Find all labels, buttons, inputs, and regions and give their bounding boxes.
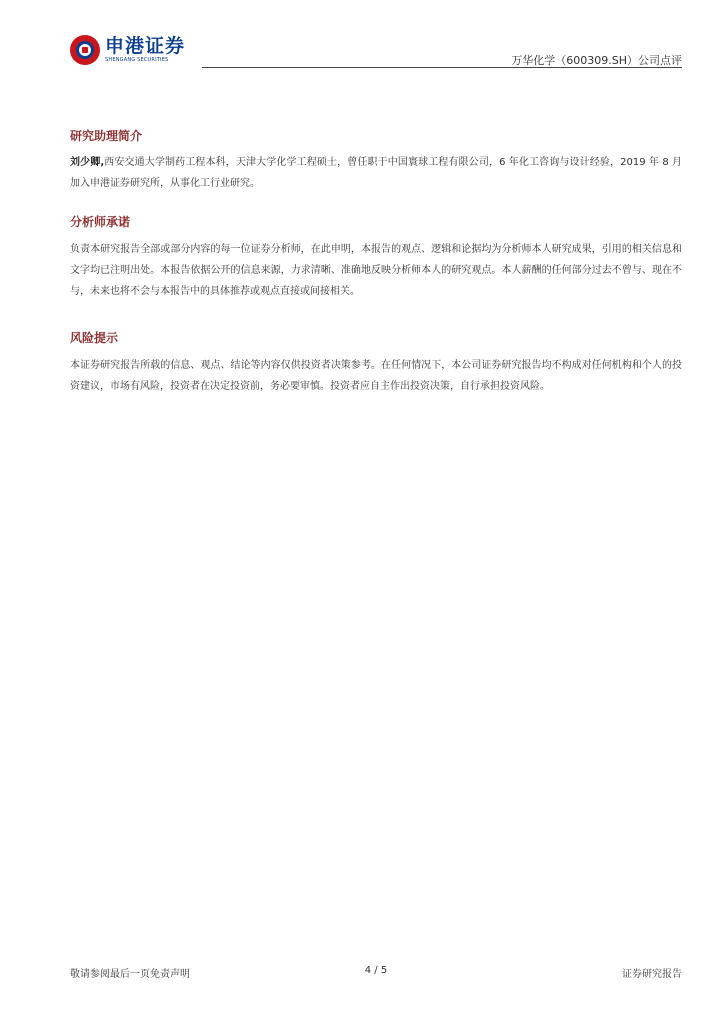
page-number: 4 / 5 — [364, 965, 388, 976]
logo-emblem-icon — [70, 35, 100, 65]
assistant-bio-text: 西安交通大学制药工程本科，天津大学化学工程硕士，曾任职于中国寰球工程有限公司，6 年化工咨询与设计经验，2019 年 8 月加入申港证券研究所，从事化工行业研究。 — [70, 157, 682, 189]
logo-english-name: SHENGANG SECURITIES — [105, 57, 169, 63]
pledge-section-title: 分析师承诺 — [70, 215, 131, 229]
footer-disclaimer-note: 敬请参阅最后一页免责声明 — [70, 969, 190, 980]
risk-text: 本证券研究报告所载的信息、观点、结论等内容仅供投资者决策参考。在任何情况下，本公司证券研究报告均不构成对任何机构和个人的投资建议，市场有风险，投资者在决定投资前，务必要审慎。投资者应自主作出投资决策，自行承担投资风险。 — [70, 360, 682, 392]
assistant-bio — [70, 152, 682, 194]
page-header — [70, 35, 682, 71]
header-divider — [202, 67, 682, 68]
assistant-name: 刘少卿, — [70, 157, 105, 168]
assistant-section-title: 研究助理简介 — [70, 129, 143, 143]
company-logo — [70, 35, 185, 65]
report-title: 万华化学（600309.SH）公司点评 — [511, 54, 682, 67]
risk-section-title: 风险提示 — [70, 331, 119, 345]
pledge-text: 负责本研究报告全部或部分内容的每一位证券分析师，在此申明，本报告的观点、逻辑和论据均为分析师本人研究成果，引用的相关信息和文字均已注明出处。本报告依据公开的信息来源，力求清晰、准确地反映分析师本人的研究观点。本人薪酬的任何部分过去不曾与、现在不与，未来也将不会与本报告中的具体推荐或观点直接或间接相关。 — [70, 244, 682, 297]
footer-report-type: 证券研究报告 — [622, 969, 682, 980]
logo-chinese-name: 申港证券 — [105, 35, 186, 57]
